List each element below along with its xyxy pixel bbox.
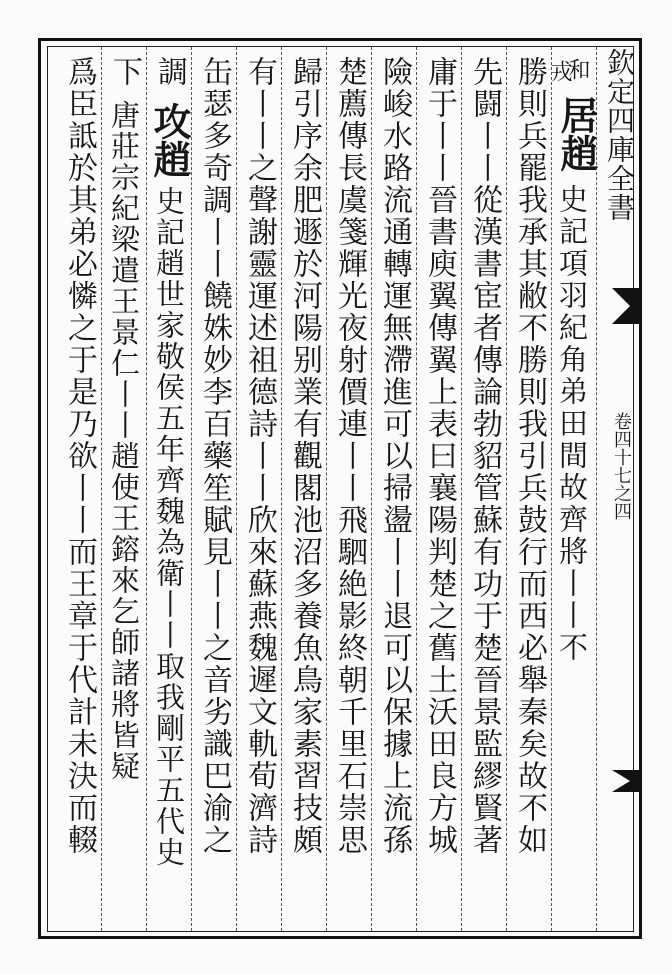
- text-line: 險峻水路流通轉運無滯進可以掃盪丨丨退可以保據上流孫: [377, 56, 412, 856]
- text-line: 下: [107, 56, 142, 88]
- column-rule: [101, 47, 102, 931]
- text-line: 勝則兵罷我承其敝不勝則我引兵鼓行而西必舉秦矣故不如: [512, 56, 547, 856]
- text-line: 有丨丨之聲謝靈運述祖德詩丨丨欣來蘇燕魏遲文軌荀濟詩: [242, 56, 277, 856]
- text-column: [283, 56, 325, 916]
- column-rule: [326, 47, 327, 931]
- entry-text: 史記項羽紀角弟田間故齊將丨丨不: [555, 184, 589, 664]
- text-column: [58, 56, 100, 916]
- column-prefix: 和: [565, 58, 590, 80]
- entry-heading: 攻趙: [147, 102, 192, 178]
- text-line: 缶瑟多奇調丨丨饒姝妙李百藥笙賦見丨丨之音劣識巴渝之: [197, 56, 232, 856]
- book-title: 欽定四庫全書: [603, 48, 636, 222]
- text-line: 歸引序余肥遯於河陽别業有觀閣池沼多養魚鳥家素習技頗: [287, 56, 322, 856]
- entry-text: 唐莊宗紀梁遣王景仁丨丨趙使王鎔來乞師諸將皆疑: [107, 100, 141, 782]
- column-rule: [146, 47, 147, 931]
- text-line: 先闘丨丨從漢書宦者傳論勃貂管蘇有功于楚晉景監繆賢著: [467, 56, 502, 856]
- column-rule: [236, 47, 237, 931]
- text-column: [547, 56, 599, 916]
- text-column: [328, 56, 370, 916]
- text-column: [418, 56, 460, 916]
- text-line: 爲臣詆於其弟必憐之于是乃欲丨丨而王章于代計未決而輟: [62, 56, 97, 856]
- column-rule: [506, 47, 507, 931]
- text-column: [463, 56, 505, 916]
- column-rule: [596, 47, 597, 931]
- column-rule: [281, 47, 282, 931]
- column-prefix: 戎: [547, 60, 572, 82]
- entry-heading: 居趙: [554, 96, 599, 172]
- column-rule: [191, 47, 192, 931]
- text-line: 楚薦傳長虞箋輝光夜射價連丨丨飛駟絶影終朝千里石崇思: [332, 56, 367, 856]
- text-column: [508, 56, 550, 916]
- text-column: [103, 56, 145, 916]
- column-rule: [461, 47, 462, 931]
- text-column: [373, 56, 415, 916]
- entry-text: 史記趙世家敬侯五年齊魏為衛丨丨取我剛平五代史: [152, 186, 186, 868]
- text-line: 調: [152, 56, 187, 88]
- volume-label: 卷四十七之四: [611, 412, 632, 520]
- text-line: 庸于丨丨晉書庾翼傳翼上表曰襄陽判楚之舊土沃田良方城: [422, 56, 457, 856]
- text-column: [193, 56, 235, 916]
- column-rule: [371, 47, 372, 931]
- column-rule: [416, 47, 417, 931]
- text-column: [148, 56, 190, 916]
- text-column: [238, 56, 280, 916]
